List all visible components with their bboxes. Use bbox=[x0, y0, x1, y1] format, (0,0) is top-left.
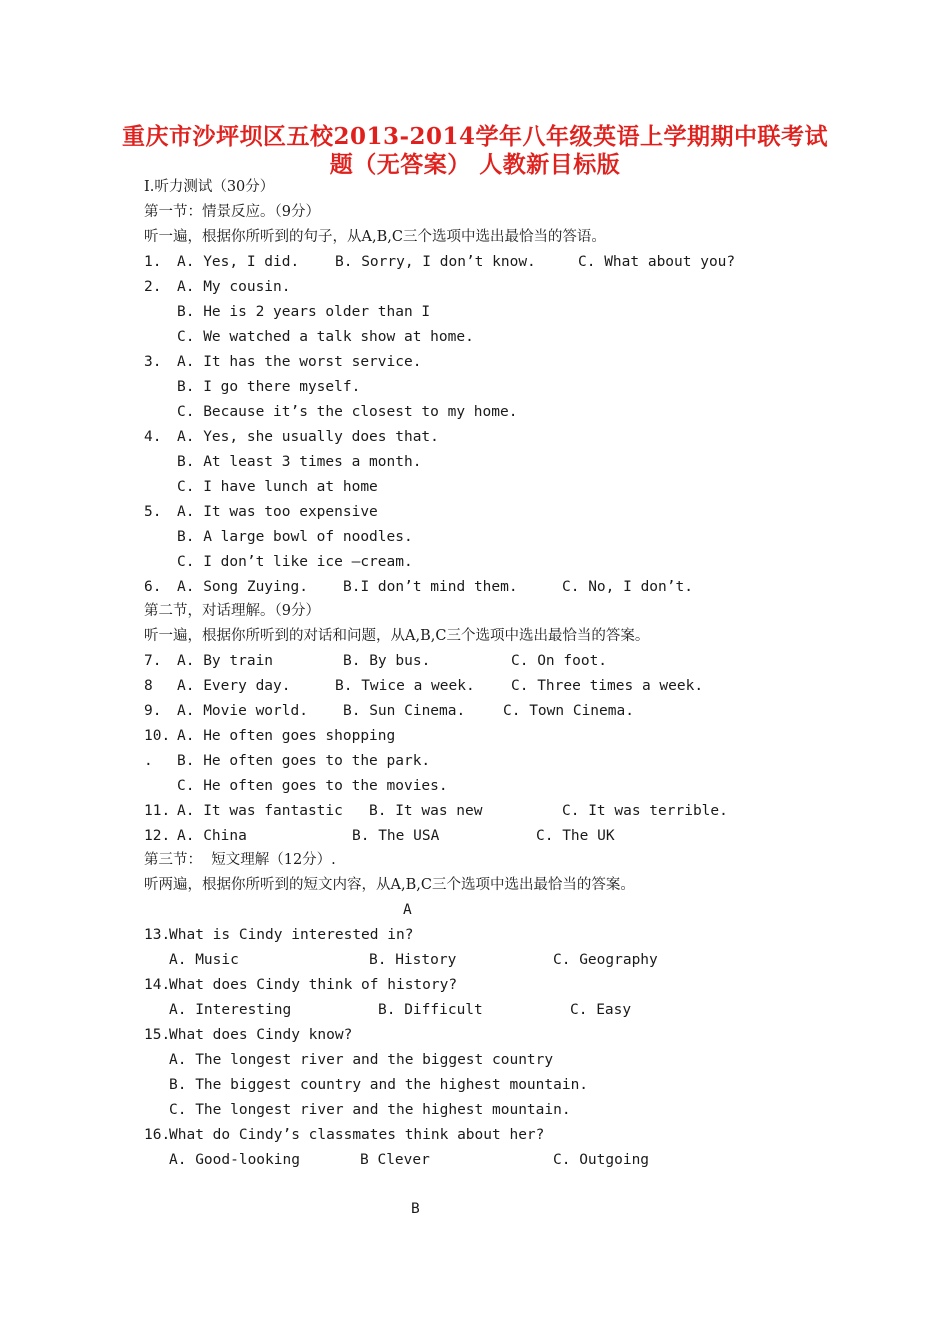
section-heading: I.听力测试（30分） bbox=[144, 179, 275, 195]
question-text: What is Cindy interested in? bbox=[169, 927, 414, 943]
option-b: B Clever bbox=[360, 1152, 430, 1168]
option-b: B. He often goes to the park. bbox=[177, 753, 431, 769]
question-number: 2. bbox=[144, 279, 162, 295]
option-a: A. It was fantastic bbox=[177, 803, 343, 819]
option-b: B. The USA bbox=[352, 828, 440, 844]
question-number: 6. bbox=[144, 579, 162, 595]
question-number: 7. bbox=[144, 653, 162, 669]
option-b: B. Sorry, I don’t know. bbox=[335, 254, 536, 270]
document-title-line-2: 题（无答案） 人教新目标版 bbox=[329, 151, 621, 178]
question-number: 12. bbox=[144, 828, 171, 844]
option-a: A. Good-looking bbox=[169, 1152, 300, 1168]
option-c: C. Easy bbox=[570, 1002, 632, 1018]
option-b: B. Difficult bbox=[378, 1002, 483, 1018]
question-number: 4. bbox=[144, 429, 162, 445]
option-b: B. History bbox=[369, 952, 457, 968]
option-c: C. We watched a talk show at home. bbox=[177, 329, 474, 345]
option-c: C. Geography bbox=[553, 952, 658, 968]
option-c: C. Outgoing bbox=[553, 1152, 650, 1168]
option-c: C. He often goes to the movies. bbox=[177, 778, 448, 794]
question-text: What does Cindy know? bbox=[169, 1027, 353, 1043]
passage-label-a: A bbox=[403, 902, 412, 918]
option-a: A. Every day. bbox=[177, 678, 291, 694]
option-c: C. The longest river and the highest mountain. bbox=[169, 1102, 571, 1118]
part2-heading: 第二节，对话理解。（9分） bbox=[144, 603, 320, 619]
part3-heading: 第三节： 短文理解（12分）. bbox=[144, 852, 336, 868]
option-a: A. Interesting bbox=[169, 1002, 292, 1018]
question-number: 10. bbox=[144, 728, 171, 744]
option-c: C. On foot. bbox=[511, 653, 608, 669]
question-number: 11. bbox=[144, 803, 171, 819]
question-number: 15. bbox=[144, 1027, 171, 1043]
option-a: A. Yes, she usually does that. bbox=[177, 429, 439, 445]
question-number: 14. bbox=[144, 977, 171, 993]
option-c: C. It was terrible. bbox=[562, 803, 728, 819]
question-number: 5. bbox=[144, 504, 162, 520]
option-a: A. The longest river and the biggest country bbox=[169, 1052, 554, 1068]
question-number: 1. bbox=[144, 254, 162, 270]
option-b: B. Twice a week. bbox=[335, 678, 475, 694]
question-number: 8 bbox=[144, 678, 153, 694]
option-a: A. Movie world. bbox=[177, 703, 308, 719]
option-b: B. I go there myself. bbox=[177, 379, 361, 395]
question-number: 9. bbox=[144, 703, 162, 719]
option-b: B. The biggest country and the highest mountain. bbox=[169, 1077, 589, 1093]
option-b: B. A large bowl of noodles. bbox=[177, 529, 413, 545]
option-b: B. Sun Cinema. bbox=[343, 703, 466, 719]
option-a: A. It has the worst service. bbox=[177, 354, 422, 370]
option-c: C. No, I don’t. bbox=[562, 579, 693, 595]
option-b: B. He is 2 years older than I bbox=[177, 304, 431, 320]
option-b: B. By bus. bbox=[343, 653, 431, 669]
option-c: C. Town Cinema. bbox=[503, 703, 634, 719]
question-number: 13. bbox=[144, 927, 171, 943]
passage-label-b: B bbox=[411, 1201, 420, 1217]
option-c: C. Because it’s the closest to my home. bbox=[177, 404, 518, 420]
option-c: C. The UK bbox=[536, 828, 615, 844]
question-number: 3. bbox=[144, 354, 162, 370]
option-a: A. China bbox=[177, 828, 247, 844]
part3-instruction: 听两遍，根据你所听到的短文内容，从A,B,C三个选项中选出最恰当的答案。 bbox=[144, 877, 635, 893]
option-c: C. What about you? bbox=[578, 254, 736, 270]
option-c: C. I have lunch at home bbox=[177, 479, 378, 495]
option-b: B.I don’t mind them. bbox=[343, 579, 518, 595]
option-a: A. He often goes shopping bbox=[177, 728, 396, 744]
part2-instruction: 听一遍，根据你所听到的对话和问题，从A,B,C三个选项中选出最恰当的答案。 bbox=[144, 628, 650, 644]
option-c: C. I don’t like ice –cream. bbox=[177, 554, 413, 570]
question-text: What does Cindy think of history? bbox=[169, 977, 458, 993]
option-a: A. It was too expensive bbox=[177, 504, 378, 520]
document-title-line-1: 重庆市沙坪坝区五校2013-2014学年八年级英语上学期期中联考试 bbox=[121, 123, 829, 150]
option-b: B. At least 3 times a month. bbox=[177, 454, 422, 470]
option-a: A. By train bbox=[177, 653, 274, 669]
option-a: A. Music bbox=[169, 952, 239, 968]
part1-instruction: 听一遍，根据你所听到的句子，从A,B,C三个选项中选出最恰当的答语。 bbox=[144, 229, 606, 245]
option-b: B. It was new bbox=[369, 803, 483, 819]
option-a: A. My cousin. bbox=[177, 279, 291, 295]
question-number: 16. bbox=[144, 1127, 171, 1143]
option-a: A. Song Zuying. bbox=[177, 579, 308, 595]
stray-period: . bbox=[144, 753, 153, 769]
option-a: A. Yes, I did. bbox=[177, 254, 300, 270]
option-c: C. Three times a week. bbox=[511, 678, 704, 694]
part1-heading: 第一节：情景反应。（9分） bbox=[144, 204, 320, 220]
question-text: What do Cindy’s classmates think about her? bbox=[169, 1127, 545, 1143]
